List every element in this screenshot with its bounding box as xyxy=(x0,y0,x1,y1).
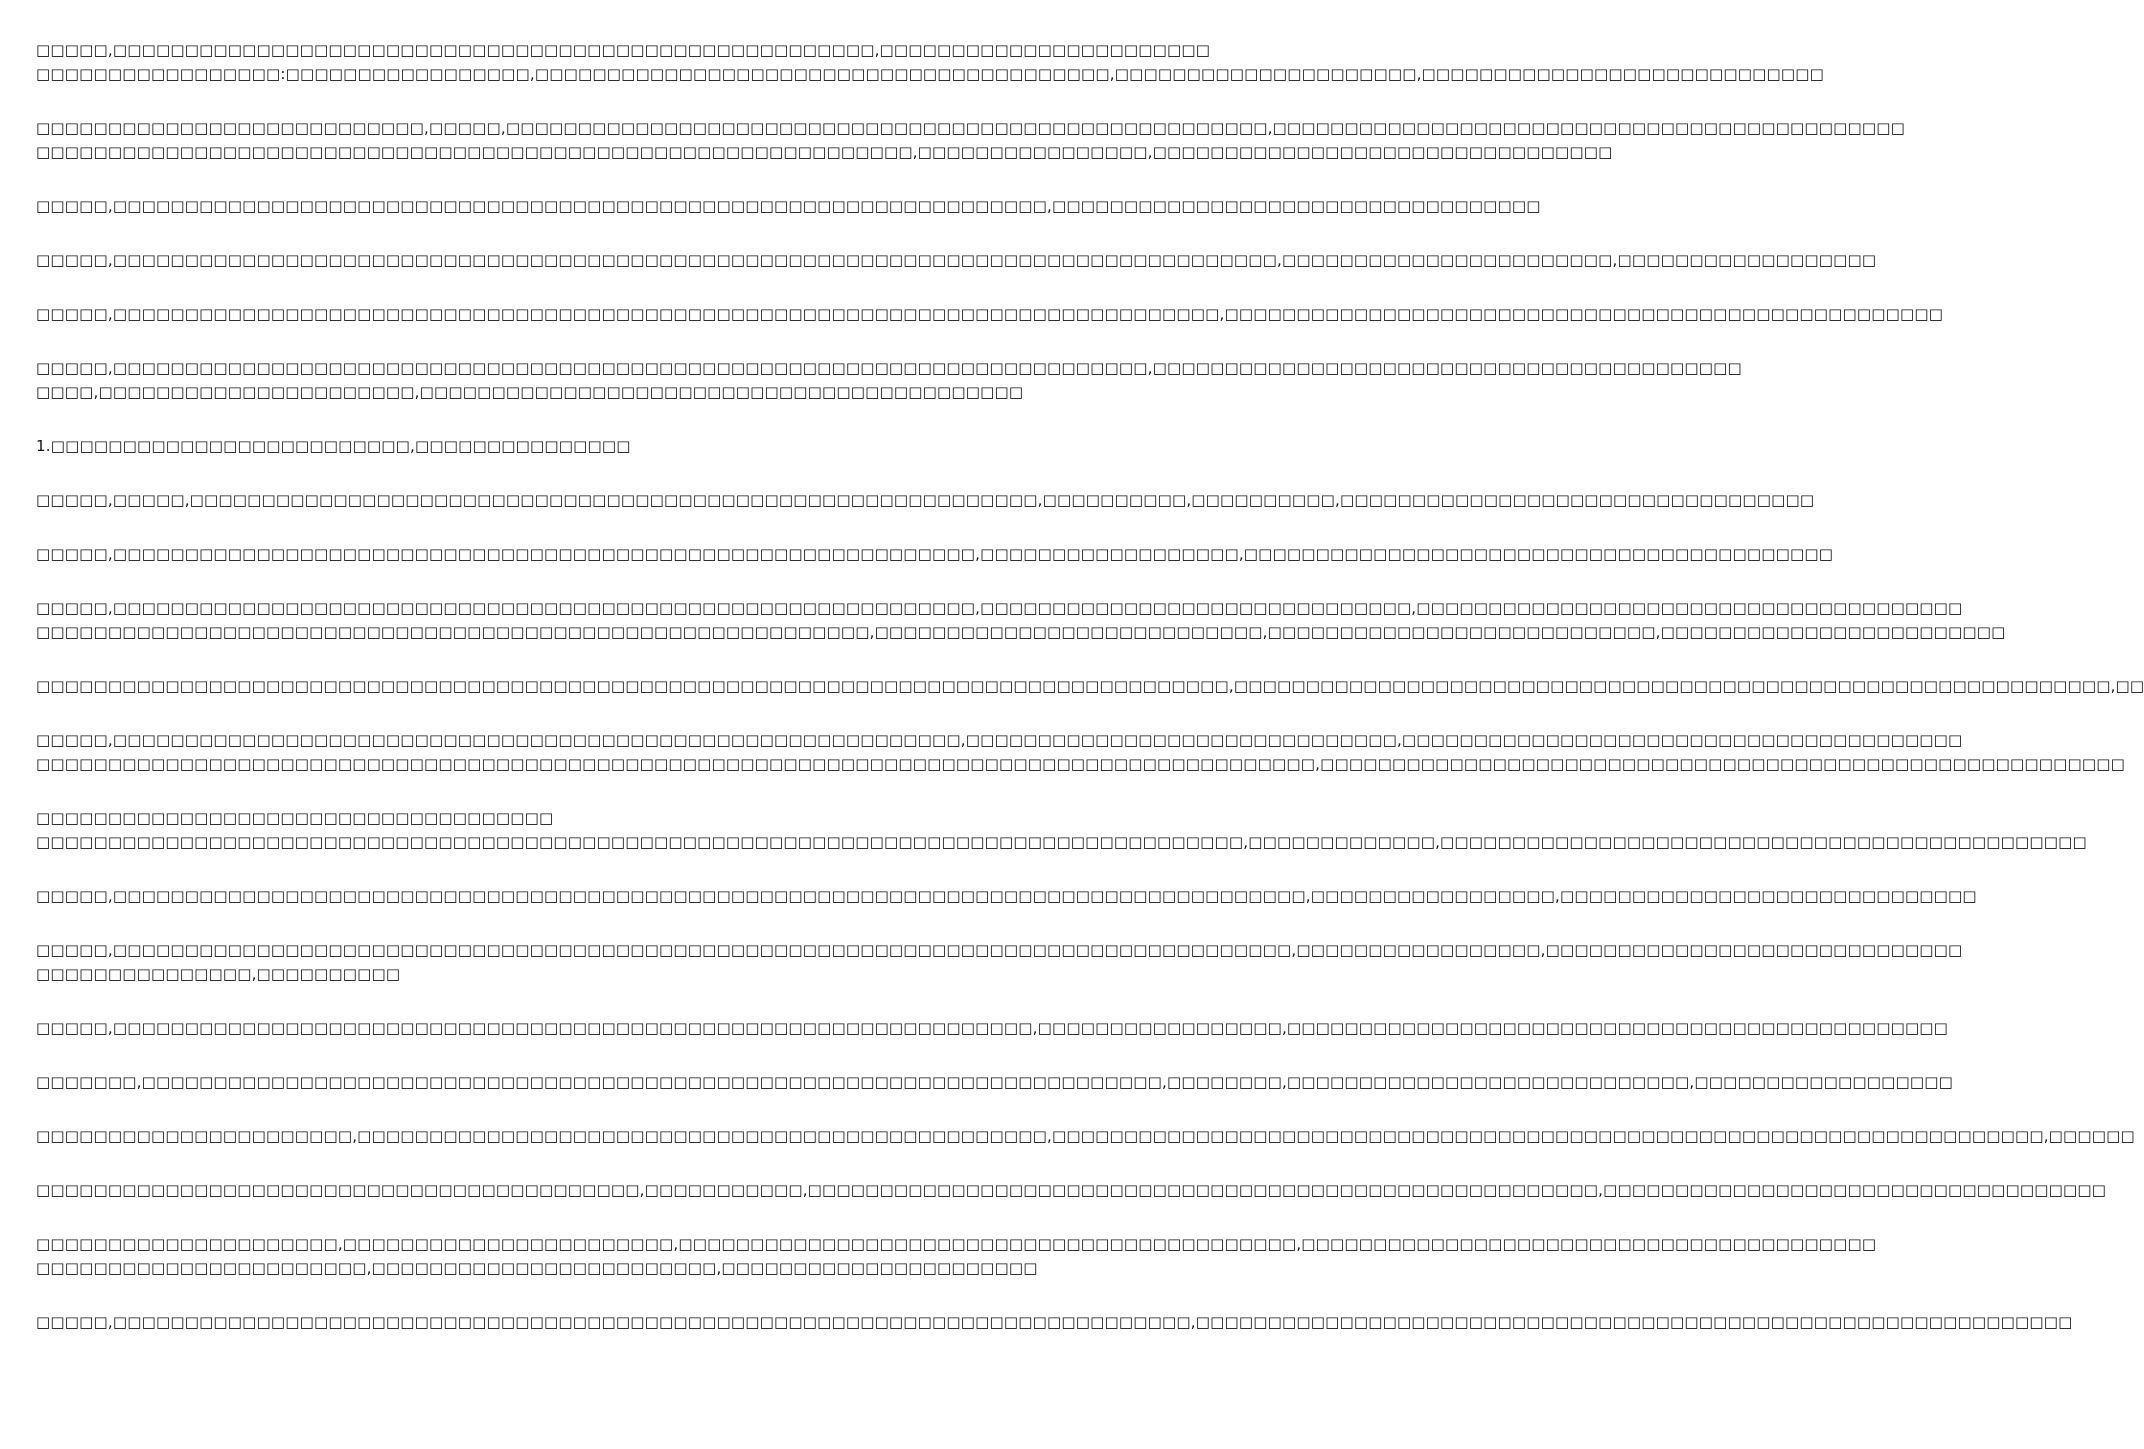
text-line: □□□□,□□□□□□□□□□□□□□□□□□□□□□,□□□□□□□□□□□□□□□□□□□□□□□□□□□□□□□□□□□□□□□□□□ xyxy=(36,383,1024,401)
text-line: □□□□□,□□□□□□□□□□□□□□□□□□□□□□□□□□□□□□□□□□□□□□□□□□□□□□□□□□□□□□□□□□□□,□□□□□□□□□□□□□□□□□□□□□□□□□□□□□□,□□□□□□□□□□□□□□□□□□□□□□□□□□□□□□□□□□□□□□ xyxy=(36,599,1963,617)
text-line: □□□□□,□□□□□□□□□□□□□□□□□□□□□□□□□□□□□□□□□□□□□□□□□□□□□□□□□□□□□□□□□□□,□□□□□□□□□□□□□□□□□□□□□□□□□□□□□□,□□□□□□□□□□□□□□□□□□□□□□□□□□□□□□□□□□□□□□□ xyxy=(36,731,1963,749)
paragraph xyxy=(36,1070,1954,1094)
text-line: □□□□□,□□□□□□□□□□□□□□□□□□□□□□□□□□□□□□□□□□□□□□□□□□□□□□□□□□□□□□□□□□□□□□□□□□□□□□□□□□□□□□□□□,□□□□□□□□□□□□□□□□□□□□□□□,□□□□□□□□□□□□□□□□□□ xyxy=(36,251,1877,269)
text-line: □□□□□□□□□□□□□□□□□□□□□□□□□□□□□□□□□□□□□□□□□□□□□□□□□□□□□□□□□□□□□□□□□□□□□□□□□□□□□□□□□□□□,□□□□□□□□□□□□□,□□□□□□□□□□□□□□□□□□□□□□□□□□□□□□□□□□□□□□□□□□□□□ xyxy=(36,833,2087,851)
paragraph xyxy=(36,434,989,458)
paragraph xyxy=(36,542,1834,566)
paragraph xyxy=(36,1310,2073,1334)
text-line: □□□□□,□□□□□□□□□□□□□□□□□□□□□□□□□□□□□□□□□□□□□□□□□□□□□□□□□□□□□,□□□□□□□□□□□□□□□□□□□□□□□ xyxy=(36,41,1211,59)
paragraph xyxy=(36,248,1877,272)
paragraph xyxy=(36,1016,1949,1040)
text-line: □□□□□,□□□□□□□□□□□□□□□□□□□□□□□□□□□□□□□□□□□□□□□□□□□□□□□□□□□□□□□□□□□□□□□□,□□□□□□□□□□□□□□□□□,□□□□□□□□□□□□□□□□□□□□□□□□□□□□□□□□□□□□□□□□□□□□□□ xyxy=(36,1019,1949,1037)
paragraph xyxy=(36,806,2087,854)
text-line: □□□□□,□□□□□□□□□□□□□□□□□□□□□□□□□□□□□□□□□□□□□□□□□□□□□□□□□□□□□□□□□□□□□□□□□,□□□□□□□□□□□□□□□□□□□□□□□□□□□□□□□□□□ xyxy=(36,197,1541,215)
paragraph xyxy=(36,1124,2135,1148)
text-line: □□□□□□□□□□□□□□□□□□□□□□□□□□□□□□□□□□□□□□□□□□□□□□□□□□□□□□□□□□,□□□□□□□□□□□□□□□□□□□□□□□□□□□,□□□□□□□□□□□□□□□□□□□□□□□□□□□,□□□□□□□□□□□□□□□□□□□□□□□□ xyxy=(36,623,2006,641)
text-line: □□□□□□□□□□□□□□□□□□□□□□□□□□□□□□□□□□□□ xyxy=(36,809,554,827)
paragraph xyxy=(36,938,1963,986)
text-line: □□□□□□□□□□□□□□□□□□□□□□□□□□□□□□□□□□□□□□□□□□,□□□□□□□□□□□,□□□□□□□□□□□□□□□□□□□□□□□□□□□□□□□□□□□□□□□□□□□□□□□□□□□□□□□,□□□□□□□□□□□□□□□□□□□□□□□□□□□□□□□□□□□ xyxy=(36,1181,2107,1199)
text-line: □□□□□,□□□□□□□□□□□□□□□□□□□□□□□□□□□□□□□□□□□□□□□□□□□□□□□□□□□□□□□□□□□□□□□□□□□□□□□□□□□□□□□□□□,□□□□□□□□□□□□□□□□□,□□□□□□□□□□□□□□□□□□□□□□□□□□□□□ xyxy=(36,941,1963,959)
text-line: □□□□□,□□□□□□□□□□□□□□□□□□□□□□□□□□□□□□□□□□□□□□□□□□□□□□□□□□□□□□□□□□□□□□□□□□□□□□□□,□□□□□□□□□□□□□□□□□□□□□□□□□□□□□□□□□□□□□□□□□ xyxy=(36,359,1742,377)
paragraph xyxy=(36,356,1742,404)
text-line: □□□□□□□□□□□□□□□,□□□□□□□□□□ xyxy=(36,965,401,983)
paragraph xyxy=(36,116,1905,164)
paragraph xyxy=(36,884,1977,908)
text-line: 1.□□□□□□□□□□□□□□□□□□□□□□□□□,□□□□□□□□□□□□□□□ xyxy=(36,437,631,455)
text-line: □□□□□,□□□□□□□□□□□□□□□□□□□□□□□□□□□□□□□□□□□□□□□□□□□□□□□□□□□□□□□□□□□□□□□□□□□□□□□□□□□□□□□□□□□,□□□□□□□□□□□□□□□□□,□□□□□□□□□□□□□□□□□□□□□□□□□□□□□ xyxy=(36,887,1977,905)
text-line: □□□□□□□□□□□□□□□□□□□□□□□□□□□□□□□□□□□□□□□□□□□□□□□□□□□□□□□□□□□□□□□□□□□□□□□□□□□□□□□□□□□,□□□□□□□□□□□□□□□□□□□□□□□□□□□□□□□□□□□□□□□□□□□□□□□□□□□□□□□□□□□□□,□□ xyxy=(36,677,2144,695)
text-line: □□□□□□□□□□□□□□□□□□□□□□□□□□□,□□□□□,□□□□□□□□□□□□□□□□□□□□□□□□□□□□□□□□□□□□□□□□□□□□□□□□□□□□□,□□□□□□□□□□□□□□□□□□□□□□□□□□□□□□□□□□□□□□□□□□□□ xyxy=(36,119,1905,137)
paragraph xyxy=(36,728,2125,776)
text-line: □□□□□□□,□□□□□□□□□□□□□□□□□□□□□□□□□□□□□□□□□□□□□□□□□□□□□□□□□□□□□□□□□□□□□□□□□□□□□□□,□□□□□□□□,□□□□□□□□□□□□□□□□□□□□□□□□□□□□,□□□□□□□□□□□□□□□□□□ xyxy=(36,1073,1954,1091)
text-line: □□□□□,□□□□□□□□□□□□□□□□□□□□□□□□□□□□□□□□□□□□□□□□□□□□□□□□□□□□□□□□□□□□,□□□□□□□□□□□□□□□□□□,□□□□□□□□□□□□□□□□□□□□□□□□□□□□□□□□□□□□□□□□□ xyxy=(36,545,1834,563)
paragraph xyxy=(36,1232,1877,1280)
paragraph xyxy=(36,194,1541,218)
text-line: □□□□□□□□□□□□□□□□□□□□□□□,□□□□□□□□□□□□□□□□□□□□□□□□,□□□□□□□□□□□□□□□□□□□□□□ xyxy=(36,1259,1038,1277)
text-line: □□□□□□□□□□□□□□□□□□□□□□□□□□□□□□□□□□□□□□□□□□□□□□□□□□□□□□□□□□□□□,□□□□□□□□□□□□□□□□,□□□□□□□□□□□□□□□□□□□□□□□□□□□□□□□□ xyxy=(36,143,1613,161)
text-line: □□□□□□□□□□□□□□□□□□□□□,□□□□□□□□□□□□□□□□□□□□□□□,□□□□□□□□□□□□□□□□□□□□□□□□□□□□□□□□□□□□□□□□□□□,□□□□□□□□□□□□□□□□□□□□□□□□□□□□□□□□□□□□□□□□ xyxy=(36,1235,1877,1253)
text-line: □□□□□,□□□□□□□□□□□□□□□□□□□□□□□□□□□□□□□□□□□□□□□□□□□□□□□□□□□□□□□□□□□□□□□□□□□□□□□□□□□□□,□□□□□□□□□□□□□□□□□□□□□□□□□□□□□□□□□□□□□□□□□□□□□□□□□□ xyxy=(36,305,1944,323)
paragraph xyxy=(36,38,1824,86)
paragraph xyxy=(36,1178,2107,1202)
paragraph xyxy=(36,302,1944,326)
paragraph xyxy=(36,596,2006,644)
text-line: □□□□□□□□□□□□□□□□□□□□□□,□□□□□□□□□□□□□□□□□□□□□□□□□□□□□□□□□□□□□□□□□□□□□□□□,□□□□□□□□□□□□□□□□□□□□□□□□□□□□□□□□□□□□□□□□□□□□□□□□□□□□□□□□□□□□□□□□□□□□□,□□□□□□ xyxy=(36,1127,2135,1145)
text-line: □□□□□,□□□□□,□□□□□□□□□□□□□□□□□□□□□□□□□□□□□□□□□□□□□□□□□□□□□□□□□□□□□□□□□□□,□□□□□□□□□□,□□□□□□□□□□,□□□□□□□□□□□□□□□□□□□□□□□□□□□□□□□□□ xyxy=(36,491,1815,509)
text-line: □□□□□,□□□□□□□□□□□□□□□□□□□□□□□□□□□□□□□□□□□□□□□□□□□□□□□□□□□□□□□□□□□□□□□□□□□□□□□□□□□,□□□□□□□□□□□□□□□□□□□□□□□□□□□□□□□□□□□□□□□□□□□□□□□□□□□□□□□□□□□□□ xyxy=(36,1313,2073,1331)
document-body xyxy=(36,38,2144,1364)
text-line: □□□□□□□□□□□□□□□□□□□□□□□□□□□□□□□□□□□□□□□□□□□□□□□□□□□□□□□□□□□□□□□□□□□□□□□□□□□□□□□□□□□□□□□□□,□□□□□□□□□□□□□□□□□□□□□□□□□□□□□□□□□□□□□□□□□□□□□□□□□□□□□□□□ xyxy=(36,755,2125,773)
paragraph xyxy=(36,674,2144,698)
text-line: □□□□□□□□□□□□□□□□□:□□□□□□□□□□□□□□□□□,□□□□□□□□□□□□□□□□□□□□□□□□□□□□□□□□□□□□□□□□,□□□□□□□□□□□□□□□□□□□□□,□□□□□□□□□□□□□□□□□□□□□□□□□□□□ xyxy=(36,65,1824,83)
paragraph xyxy=(36,488,1815,512)
